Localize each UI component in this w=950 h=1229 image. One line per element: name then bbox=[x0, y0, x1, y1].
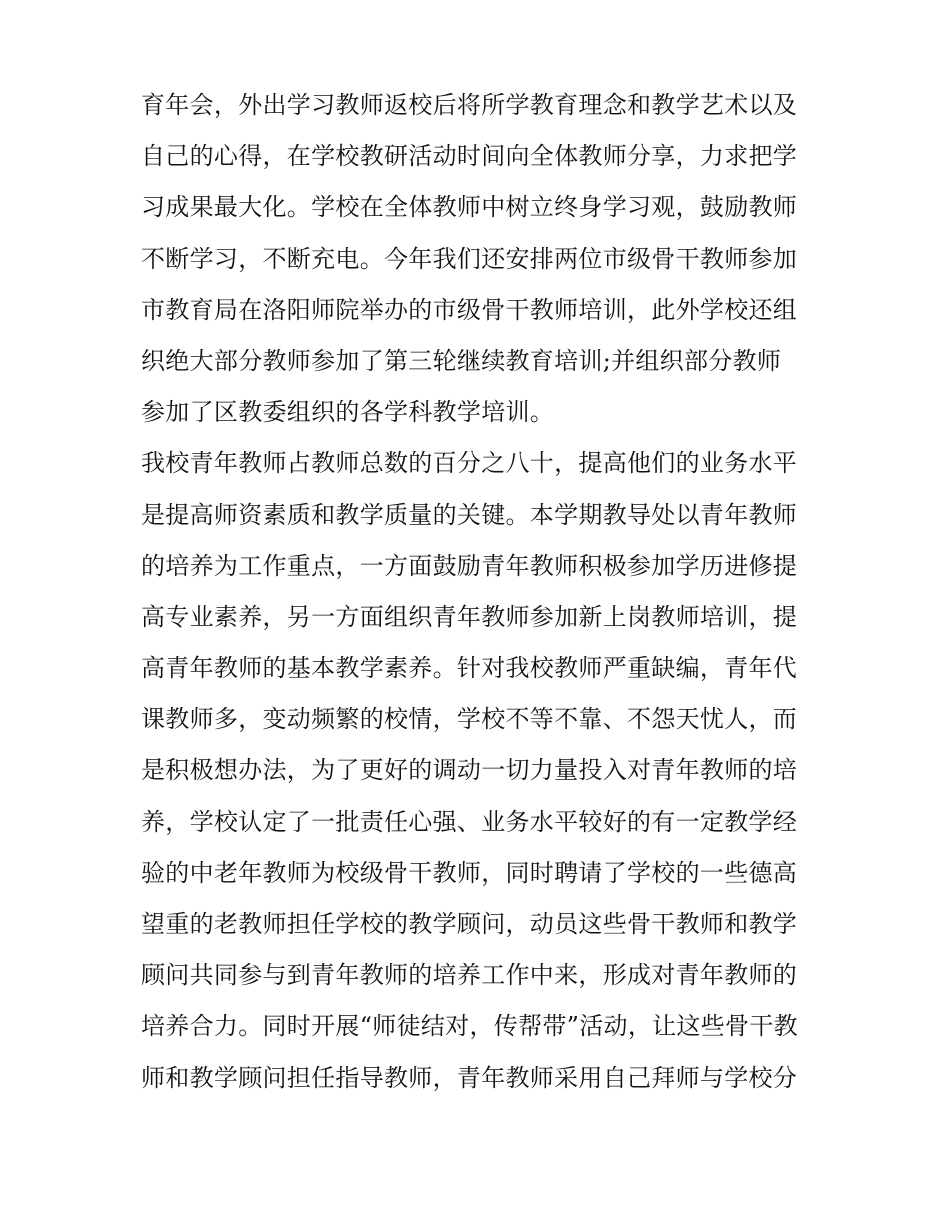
text-line-12: 高青年教师的基本教学素养。针对我校教师严重缺编，青年代 bbox=[141, 654, 798, 683]
text-line-15: 养，学校认定了一批责任心强、业务水平较好的有一定教学经 bbox=[141, 807, 798, 836]
body-text bbox=[141, 80, 821, 1104]
text-line-3: 习成果最大化。学校在全体教师中树立终身学习观，鼓励教师 bbox=[141, 193, 798, 222]
text-line-11: 高专业素养，另一方面组织青年教师参加新上岗教师培训，提 bbox=[141, 602, 798, 631]
text-line-16: 验的中老年教师为校级骨干教师，同时聘请了学校的一些德高 bbox=[141, 858, 798, 887]
text-line-19: 培养合力。同时开展“师徒结对，传帮带”活动，让这些骨干教 bbox=[141, 1012, 798, 1041]
text-line-2: 自己的心得，在学校教研活动时间向全体教师分享，力求把学 bbox=[141, 142, 798, 171]
text-line-4: 不断学习，不断充电。今年我们还安排两位市级骨干教师参加 bbox=[141, 244, 798, 273]
text-line-5: 市教育局在洛阳师院举办的市级骨干教师培训，此外学校还组 bbox=[141, 295, 798, 324]
text-line-1: 育年会，外出学习教师返校后将所学教育理念和教学艺术以及 bbox=[141, 91, 798, 119]
text-line-20: 师和教学顾问担任指导教师，青年教师采用自己拜师与学校分 bbox=[141, 1063, 798, 1092]
text-line-6: 织绝大部分教师参加了第三轮继续教育培训;并组织部分教师 bbox=[141, 346, 782, 375]
text-line-7: 参加了区教委组织的各学科教学培训。 bbox=[141, 398, 555, 427]
text-line-18: 顾问共同参与到青年教师的培养工作中来，形成对青年教师的 bbox=[141, 961, 798, 990]
text-line-13: 课教师多，变动频繁的校情，学校不等不靠、不怨天忧人，而 bbox=[141, 705, 798, 734]
text-line-10: 的培养为工作重点，一方面鼓励青年教师积极参加学历进修提 bbox=[141, 551, 798, 580]
text-line-8: 我校青年教师占教师总数的百分之八十，提高他们的业务水平 bbox=[141, 449, 798, 478]
text-line-9: 是提高师资素质和教学质量的关键。本学期教导处以青年教师 bbox=[141, 500, 798, 529]
text-line-14: 是积极想办法，为了更好的调动一切力量投入对青年教师的培 bbox=[141, 756, 798, 785]
text-line-17: 望重的老教师担任学校的教学顾问，动员这些骨干教师和教学 bbox=[141, 910, 798, 938]
